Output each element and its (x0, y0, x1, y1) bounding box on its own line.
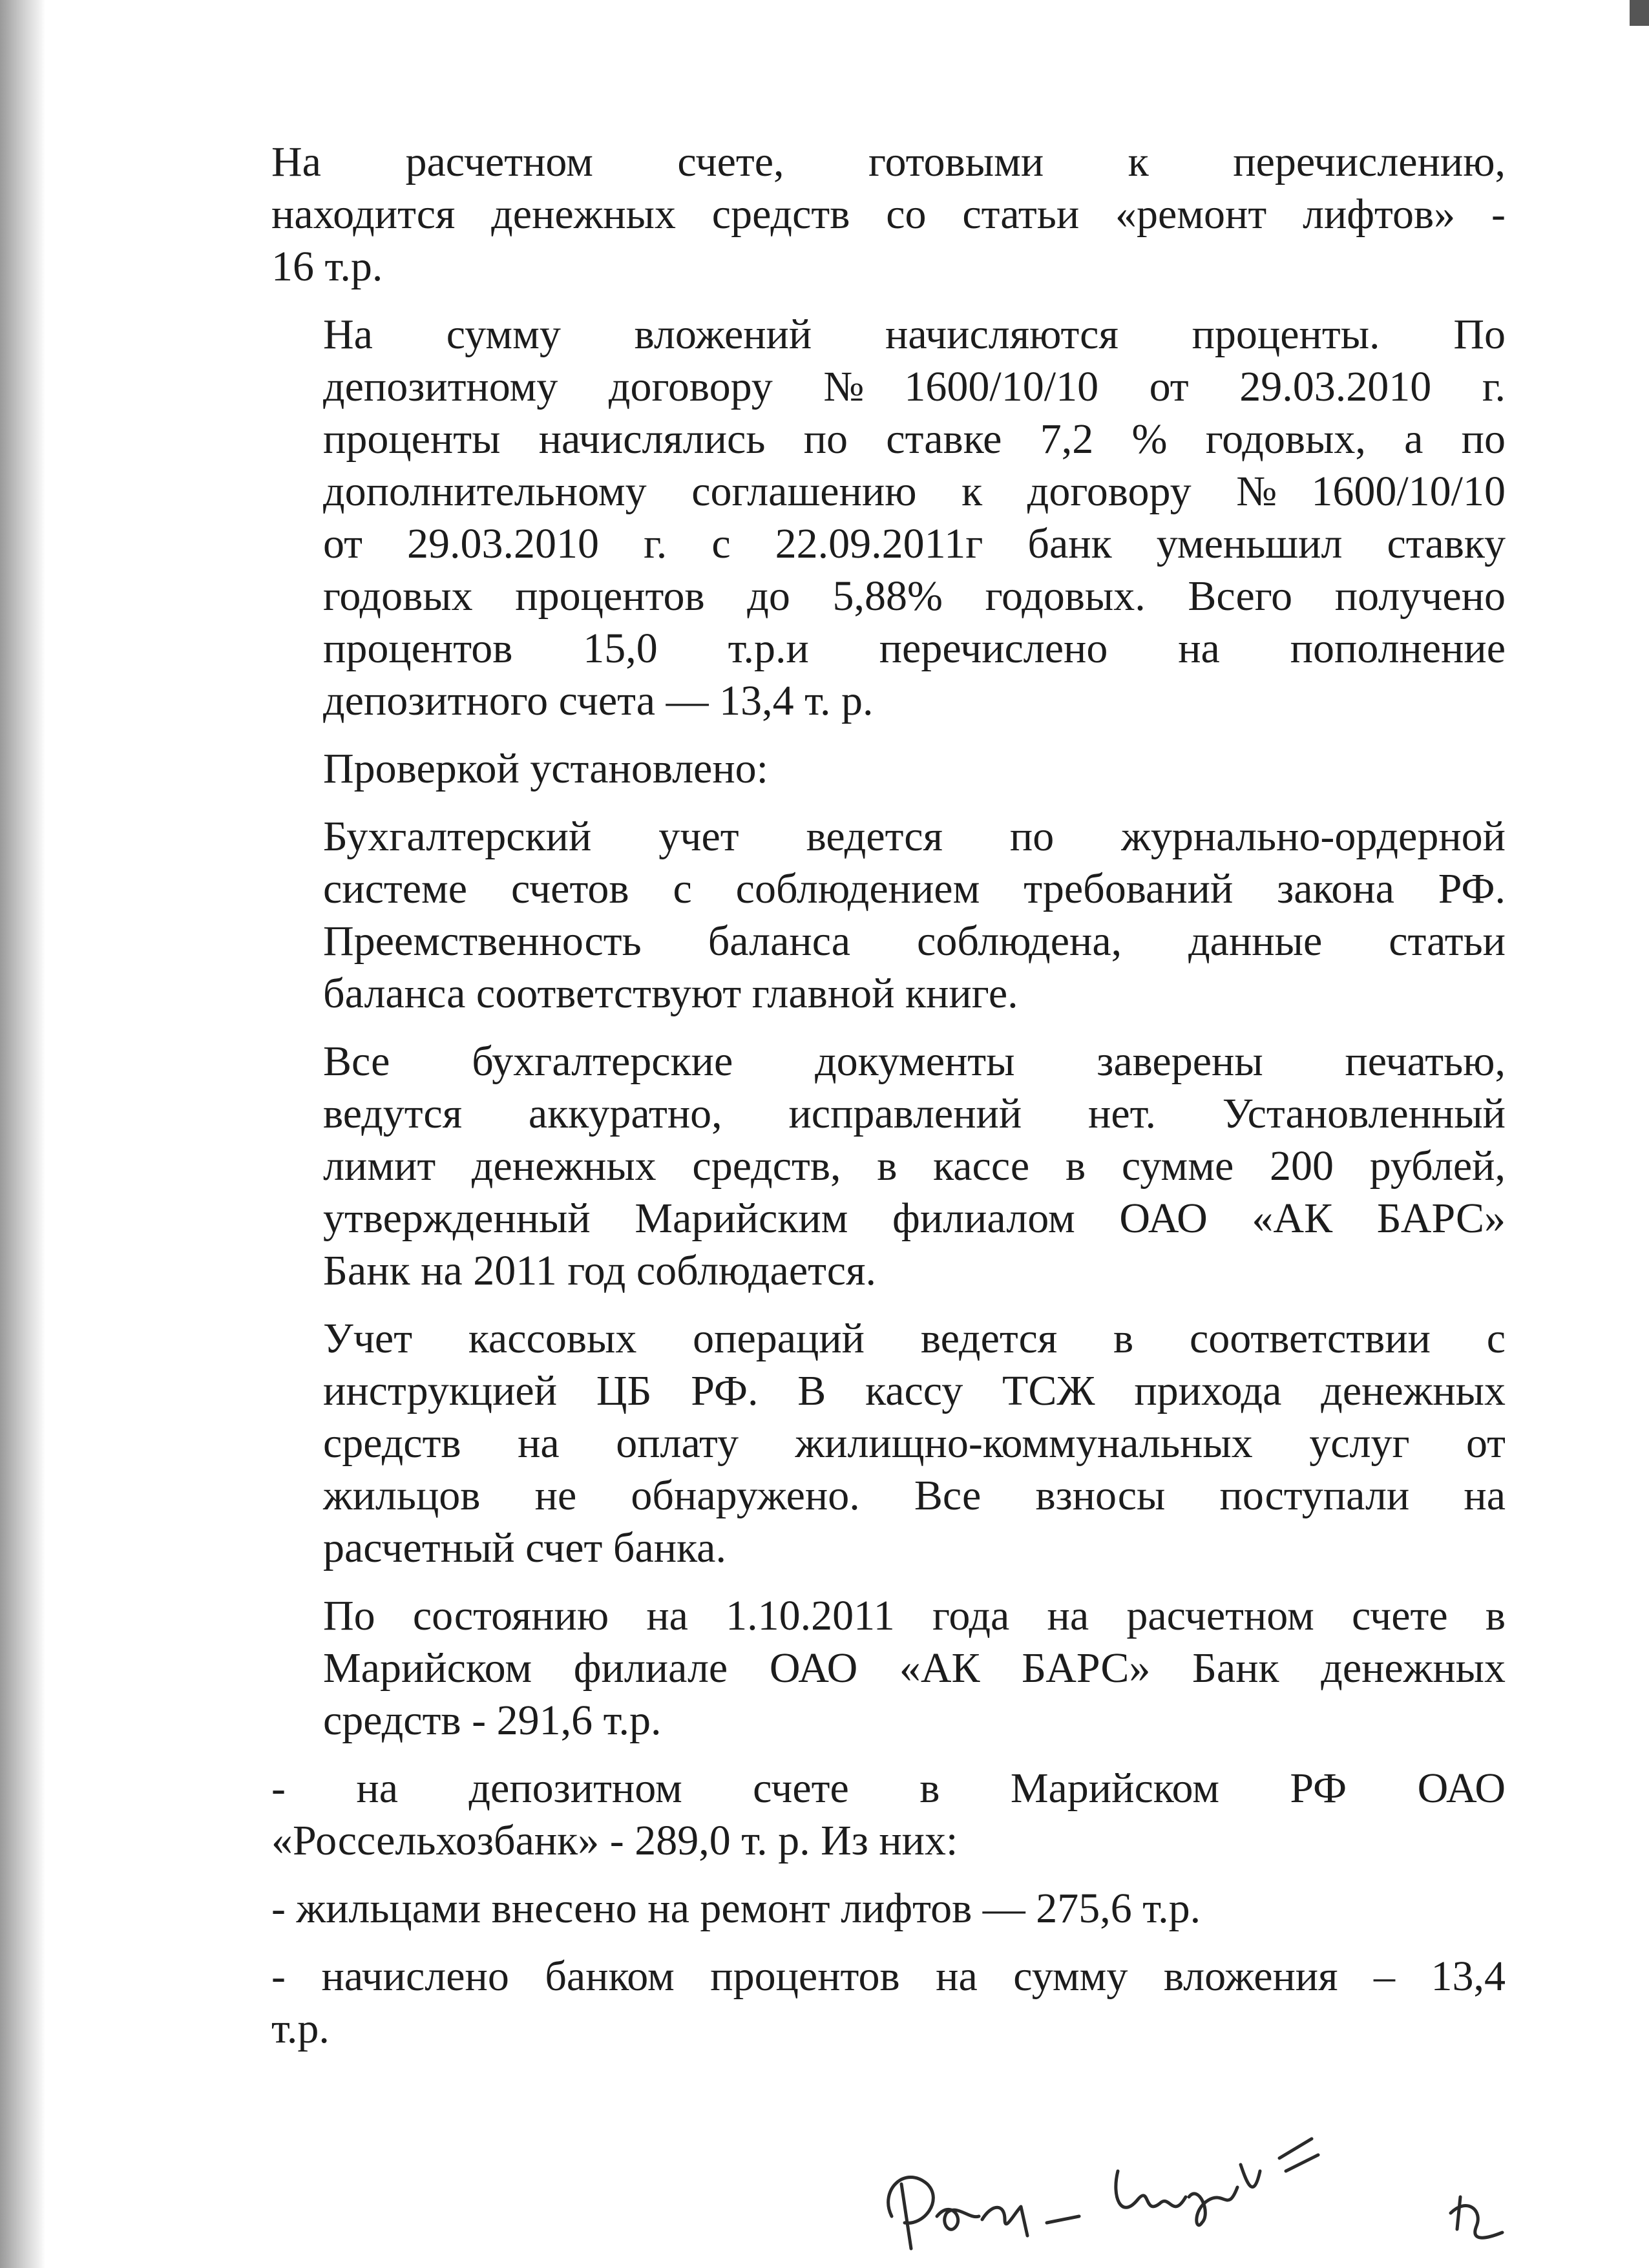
text-line: По состоянию на 1.10.2011 года на расчетном счете в (323, 1592, 1506, 1639)
text-line: баланса соответствуют главной книге. (323, 970, 1018, 1017)
text-line: депозитного счета — 13,4 т. р. (323, 677, 874, 724)
text-line: Марийском филиале ОАО «АК БАРС» Банк денежных (323, 1644, 1506, 1692)
text-line: средств - 291,6 т.р. (323, 1697, 662, 1744)
paragraph-p9 (271, 1882, 1506, 1935)
text-line: дополнительному соглашению к договору №1600/10/10 (323, 468, 1506, 515)
document-body (271, 136, 1506, 2070)
text-line: ведутся аккуратно, исправлений нет. Установленный (323, 1090, 1506, 1137)
text-line: т.р. (271, 2005, 330, 2052)
scan-left-edge (0, 0, 45, 2268)
text-line: депозитному договору №1600/10/10 от 29.03.2010 г. (323, 363, 1506, 410)
paragraph-p5 (271, 1035, 1506, 1297)
text-line: Преемственность баланса соблюдена, данные статьи (323, 918, 1506, 965)
text-line: утвержденный Марийским филиалом ОАО «АК БАРС» (323, 1195, 1506, 1242)
paragraph-p1 (271, 136, 1506, 293)
text-line: расчетный счет банка. (323, 1524, 726, 1571)
handwritten-signatures (866, 2087, 1538, 2268)
scan-corner-mark (1630, 0, 1649, 26)
paragraph-p2 (271, 308, 1506, 727)
text-line: Банк на 2011 год соблюдается. (323, 1247, 876, 1294)
text-line: Все бухгалтерские документы заверены печатью, (323, 1038, 1506, 1085)
paragraph-p7 (271, 1590, 1506, 1747)
text-line: - жильцами внесено на ремонт лифтов — 275,6 т.р. (271, 1885, 1201, 1932)
text-line: 16 т.р. (271, 243, 383, 290)
text-line: находится денежных средств со статьи «ремонт лифтов» - (271, 191, 1506, 238)
text-line: На расчетном счете, готовыми к перечислению, (271, 138, 1506, 185)
text-line: лимит денежных средств, в кассе в сумме 200 рублей, (323, 1142, 1506, 1190)
text-line: «Россельхозбанк» - 289,0 т. р. Из них: (271, 1817, 958, 1864)
text-line: от 29.03.2010 г. с 22.09.2011г банк уменьшил ставку (323, 520, 1506, 567)
text-line: системе счетов с соблюдением требований закона РФ. (323, 865, 1506, 912)
text-line: Бухгалтерский учет ведется по журнально-ордерной (323, 813, 1506, 860)
text-line: - начислено банком процентов на сумму вложения – 13,4 (271, 1953, 1506, 2000)
text-line: жильцов не обнаружено. Все взносы поступали на (323, 1472, 1506, 1519)
text-line: процентов 15,0 т.р.и перечислено на пополнение (323, 625, 1506, 672)
signature-scribbles-icon (866, 2087, 1538, 2268)
text-line: На сумму вложений начисляются проценты. По (323, 311, 1506, 358)
text-line: - на депозитном счете в Марийском РФ ОАО (271, 1765, 1506, 1812)
text-line: средств на оплату жилищно-коммунальных услуг от (323, 1420, 1506, 1467)
text-line: инструкцией ЦБ РФ. В кассу ТСЖ прихода денежных (323, 1367, 1506, 1414)
text-line: проценты начислялись по ставке 7,2 % годовых, а по (323, 415, 1506, 463)
paragraph-p4 (271, 810, 1506, 1020)
text-line: Учет кассовых операций ведется в соответствии с (323, 1315, 1506, 1362)
paragraph-p8 (271, 1762, 1506, 1867)
paragraph-p3 (271, 742, 1506, 795)
paragraph-p6 (271, 1312, 1506, 1574)
text-line: Проверкой установлено: (323, 745, 769, 792)
text-line: годовых процентов до 5,88% годовых. Всего получено (323, 572, 1506, 620)
paragraph-p10 (271, 1950, 1506, 2055)
